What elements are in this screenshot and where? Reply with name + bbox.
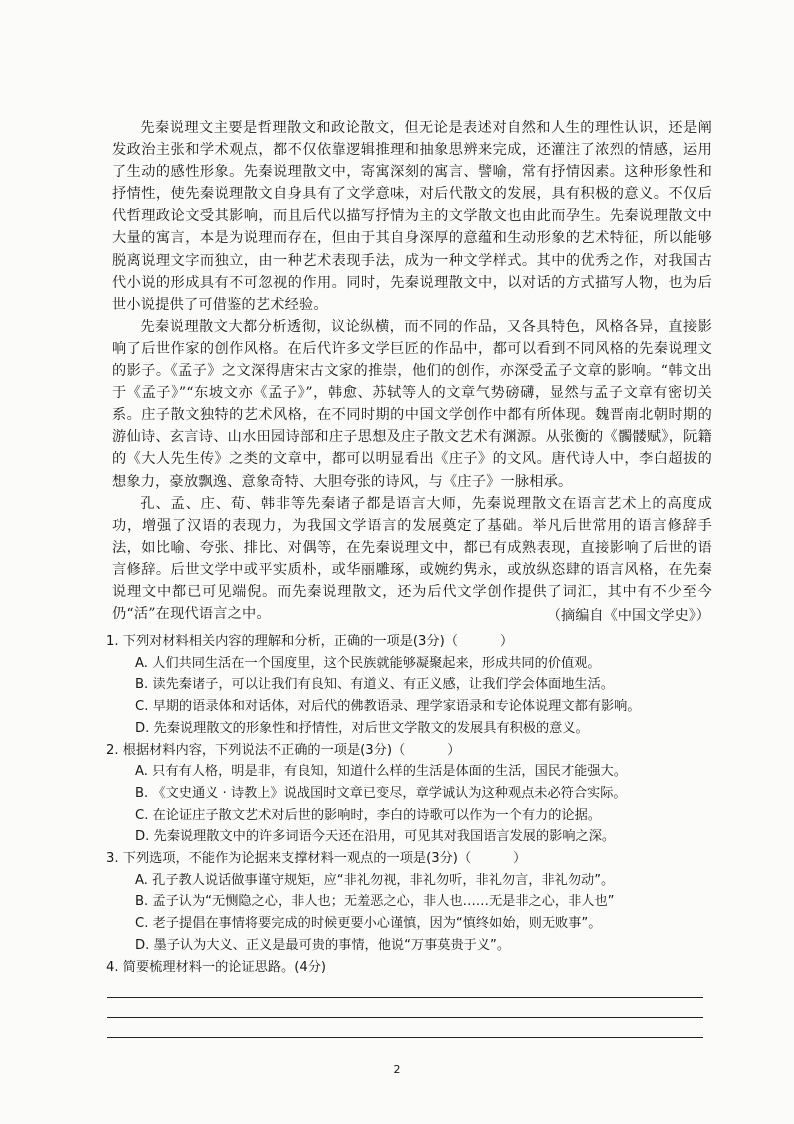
option-a: A. 只有有人格，明是非，有良知，知道什么样的生活是体面的生活，国民才能强大。	[135, 764, 627, 780]
option-a: A. 孔子教人说话做事谨守规矩，应“非礼勿视，非礼勿听，非礼勿言，非礼勿动”。	[135, 872, 615, 888]
option-d: D. 墨子认为大义、正义是最可贵的事情，他说“万事莫贵于义”。	[135, 937, 511, 953]
option-b: B. 《文史通义 · 诗教上》说战国时文章已变尽，章学诚认为这种观点未必符合实际。	[135, 785, 627, 801]
passage-paragraph: 先秦说理散文大都分析透彻，议论纵横，而不同的作品，又各具特色，风格各异，直接影响了后世作家的创作风格。在后代许多文学巨匠的作品中，都可以看到不同风格的先秦说理文的影子。《孟子》之文深得唐宋古文家的推崇，他们的创作，亦深受孟子文章的影响。“韩文出于《孟子》”“东坡文亦《孟子》”，韩愈、苏轼等人的文章气势磅礴，显然与孟子文章有密切关系。庄子散文独特的艺术风格，在不同时期的中国文学创作中都有所体现。魏晋南北朝时期的游仙诗、玄言诗、山水田园诗部和庄子思想及庄子散文艺术有渊源。从张衡的《髑髅赋》，阮籍的《大人先生传》之类的文章中，都可以明显看出《庄子》的文风。唐代诗人中，李白超拔的想象力，豪放飘逸、意象奇特、大胆夸张的诗风，与《庄子》一脉相承。	[112, 318, 712, 490]
question-stem-close: ）	[447, 742, 461, 758]
question-1	[106, 631, 716, 740]
question-stem-close: ）	[513, 851, 527, 867]
option-c: C. 在论证庄子散文艺术对后世的影响时，李白的诗歌可以作为一个有力的论据。	[135, 807, 601, 823]
question-stem: 4. 简要梳理材料一的论证思路。(4分)	[106, 959, 327, 975]
question-stem-text: 3. 下列选项，不能作为论据来支撑材料一观点的一项是(3分)（	[106, 851, 472, 867]
answer-line[interactable]	[107, 978, 703, 998]
passage-paragraph: 孔、孟、庄、荀、韩非等先秦诸子都是语言大师，先秦说理散文在语言艺术上的高度成功，增强了汉语的表现力，为我国文学语言的发展奠定了基础。举凡后世常用的语言修辞手法，如比喻、夸张、排比、对偶等，在先秦说理文中，都已有成熟表现，直接影响了后世的语言修辞。后世文学中或平实质朴，或华丽雕琢，或婉约隽永，或放纵恣肆的语言风格，在先秦说理文中都已可见端倪。而先秦说理散文，还为后代文学创作提供了词汇，其中有不少至今仍“活”在现代语言之中。	[112, 495, 712, 623]
question-stem-text: 2. 根据材料内容，下列说法不正确的一项是(3分)（	[106, 742, 406, 758]
option-d: D. 先秦说理散文的形象性和抒情性，对后世文学散文的发展具有积极的意义。	[135, 720, 589, 736]
question-stem	[106, 848, 716, 870]
answer-line[interactable]	[107, 998, 703, 1018]
page-number: 2	[393, 1063, 401, 1076]
option-c: C. 早期的语录体和对话体，对后代的佛教语录、理学家语录和专论体说理文都有影响。	[135, 699, 641, 715]
question-3	[106, 848, 716, 957]
question-list	[106, 631, 716, 978]
option-b: B. 孟子认为“无恻隐之心，非人也；无羞恶之心，非人也……无是非之心，非人也”	[135, 894, 615, 910]
question-stem-text: 1. 下列对材料相关内容的理解和分析，正确的一项是(3分)（	[106, 634, 458, 649]
question-4	[106, 957, 716, 979]
question-2	[106, 740, 716, 849]
passage-source: （摘编自《中国文学史》）	[546, 608, 710, 624]
answer-writing-area[interactable]	[107, 978, 703, 1038]
question-stem	[106, 740, 716, 762]
question-stem-close: ）	[499, 634, 514, 649]
reading-passage	[112, 117, 712, 625]
option-b: B. 读先秦诸子，可以让我们有良知、有道义、有正义感，让我们学会体面地生活。	[135, 677, 614, 693]
option-a: A. 人们共同生活在一个国度里，这个民族就能够凝聚起来，形成共同的价值观。	[135, 655, 601, 671]
option-c: C. 老子提倡在事情将要完成的时候更要小心谨慎，因为“慎终如始，则无败事”。	[135, 916, 602, 932]
passage-paragraph: 先秦说理文主要是哲理散文和政论散文，但无论是表述对自然和人生的理性认识，还是阐发政治主张和学术观点，都不仅依靠逻辑推理和抽象思辨来完成，还灌注了浓烈的情感，运用了生动的感性形象。先秦说理散文中，寄寓深刻的寓言、譬喻，常有抒情因素。这种形象性和抒情性，使先秦说理散文自身具有了文学意味，对后代散文的发展，具有积极的意义。不仅后代哲理政论文受其影响，而且后代以描写抒情为主的文学散文也由此而孕生。先秦说理散文中大量的寓言，本是为说理而存在，但由于其自身深厚的意蕴和生动形象的艺术特征，所以能够脱离说理文字而独立，由一种艺术表现手法，成为一种文学样式。其中的优秀之作，对我国古代小说的形成具有不可忽视的作用。同时，先秦说理散文中，以对话的方式描写人物，也为后世小说提供了可借鉴的艺术经验。	[112, 120, 712, 313]
option-d: D. 先秦说理散文中的许多词语今天还在沿用，可见其对我国语言发展的影响之深。	[135, 829, 616, 845]
question-stem	[106, 631, 716, 653]
answer-line[interactable]	[107, 1018, 703, 1038]
